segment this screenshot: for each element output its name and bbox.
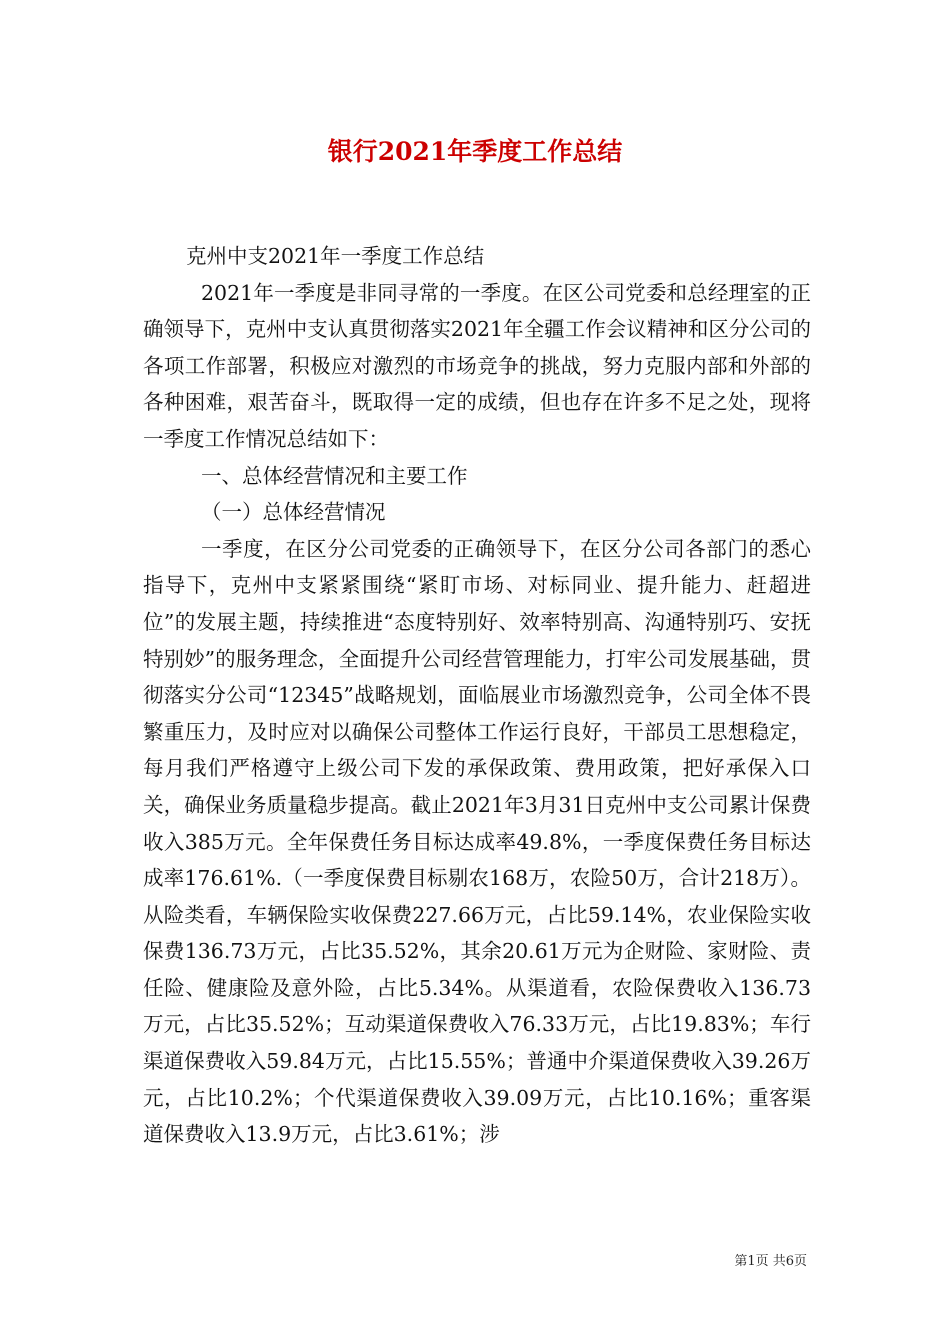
intro-paragraph: 2021年一季度是非同寻常的一季度。在区公司党委和总经理室的正确领导下，克州中支认真贯彻落实2021年全疆工作会议精神和区分公司的各项工作部署，积极应对激烈的市场竞争的挑战，努力克服内部和外部的各种困难，艰苦奋斗，既取得一定的成绩，但也存在许多不足之处，现将一季度工作情况总结如下： [143, 280, 811, 451]
section-heading: 克州中支2021年一季度工作总结 [186, 244, 485, 268]
body-paragraph: 一季度，在区分公司党委的正确领导下，在区分公司各部门的悉心指导下，克州中支紧紧围绕“紧盯市场、对标同业、提升能力、赶超进位”的发展主题，持续推进“态度特别好、效率特别高、沟通特别巧、安抚特别妙”的服务理念，全面提升公司经营管理能力，打牢公司发展基础，贯彻落实分公司“12345”战略规划，面临展业市场激烈竞争，公司全体不畏繁重压力，及时应对以确保公司整体工作运行良好，干部员工思想稳定，每月我们严格遵守上级公司下发的承保政策、费用政策，把好承保入口关，确保业务质量稳步提高。截止2021年3月31日克州中支公司累计保费收入385万元。全年保费任务目标达成率49.8%，一季度保费任务目标达成率176.61%.（一季度保费目标剔农168万，农险50万，合计218万）。从险类看，车辆保险实收保费227.66万元，占比59.14%，农业保险实收保费136.73万元，占比35.52%，其余20.61万元为企财险、家财险、责任险、健康险及意外险，占比5.34%。从渠道看，农险保费收入136.73万元，占比35.52%；互动渠道保费收入76.33万元，占比19.83%；车行渠道保费收入59.84万元，占比15.55%；普通中介渠道保费收入39.26万元，占比10.2%；个代渠道保费收入39.09万元，占比10.16%；重客渠道保费收入13.9万元，占比3.61%；涉 [143, 536, 811, 1147]
page-number: 第1页 共6页 [734, 1254, 807, 1269]
document-body [143, 238, 811, 1153]
page-title: 银行2021年季度工作总结 [327, 137, 623, 166]
heading-level-2: （一）总体经营情况 [201, 500, 386, 525]
heading-level-1: 一、总体经营情况和主要工作 [201, 463, 468, 488]
